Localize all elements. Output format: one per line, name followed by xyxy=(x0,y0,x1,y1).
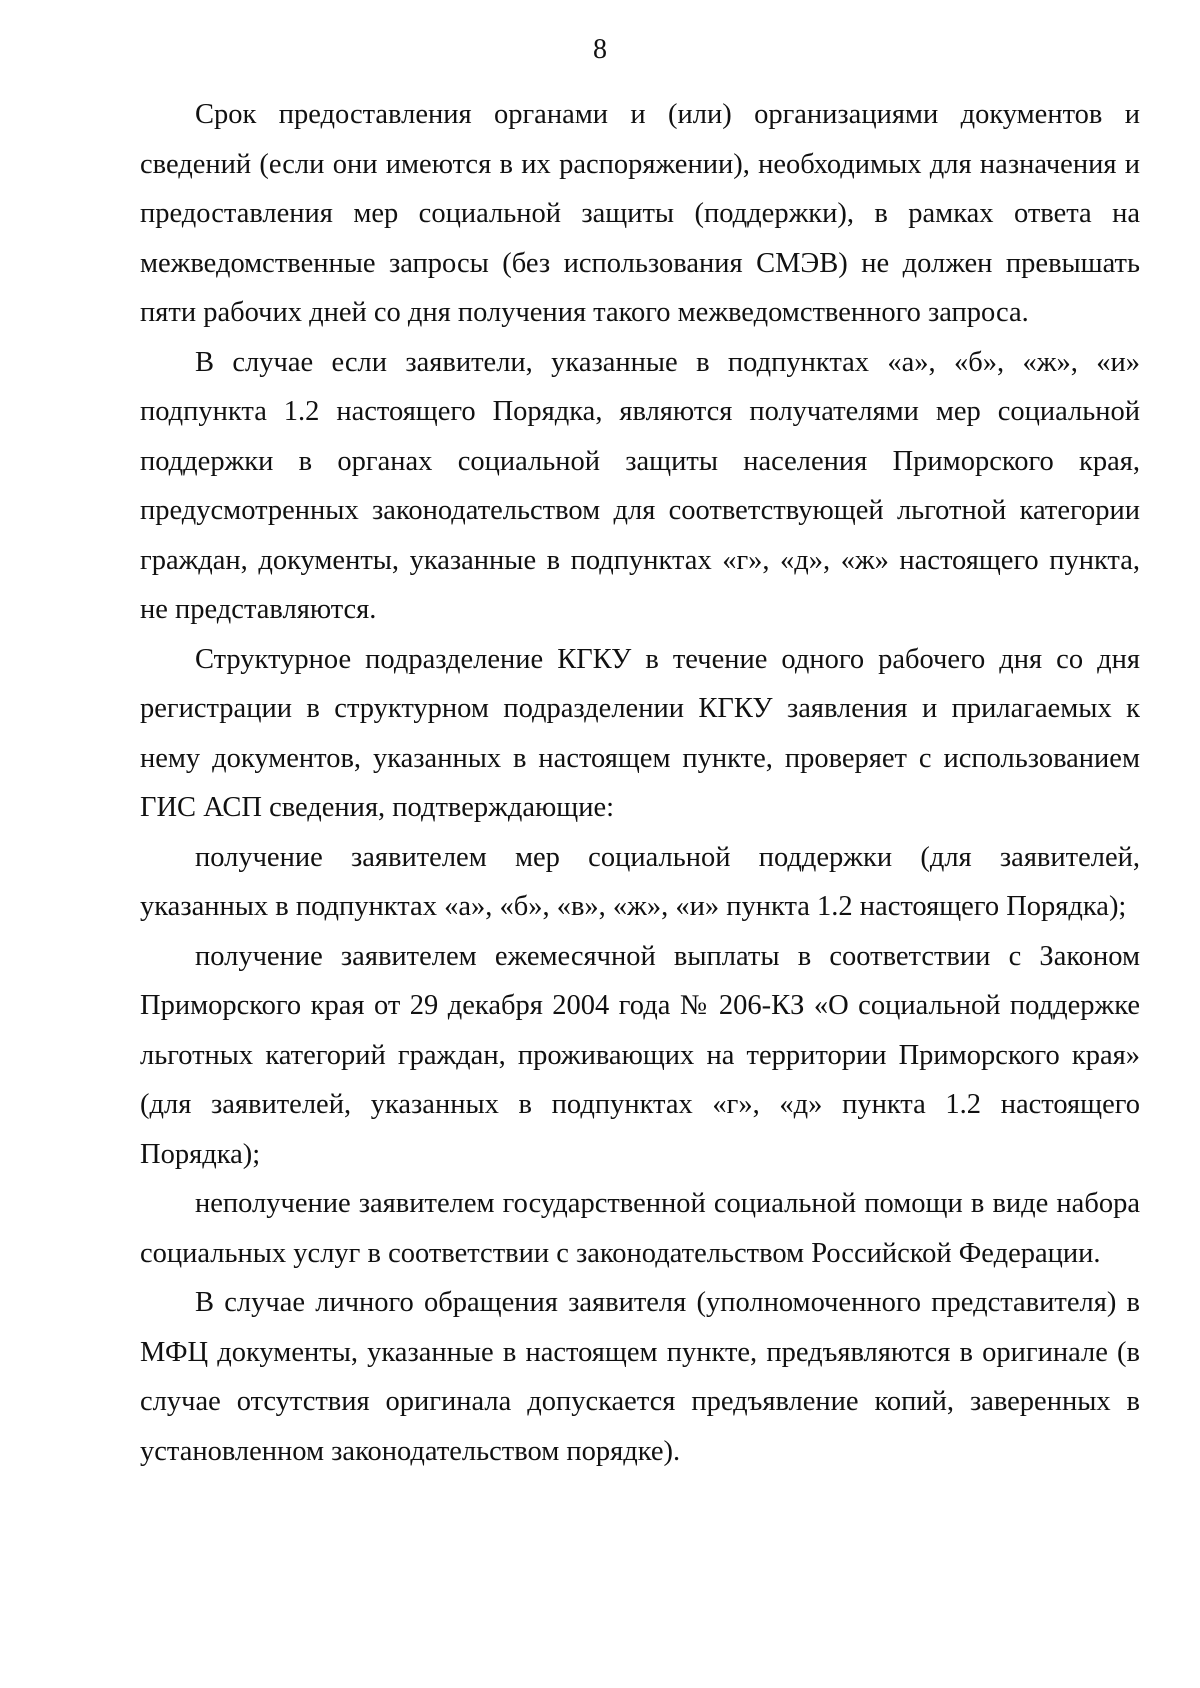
paragraph-item-monthly-payment: получение заявителем ежемесячной выплаты в соответствии с Законом Приморского края от 29 декабря 2004 года № 206-КЗ «О социальной поддержке льготных категорий граждан, проживающих на территории Приморского края» (для заявителей, указанных в подпунктах «г», «д» пункта 1.2 настоящего Порядка); xyxy=(140,940,1140,1170)
paragraph-item-support: получение заявителем мер социальной поддержки (для заявителей, указанных в подпунктах «а», «б», «в», «ж», «и» пункта 1.2 настоящего Порядка); xyxy=(140,841,1140,922)
paragraph-deadline: Срок предоставления органами и (или) организациями документов и сведений (если они имеются в их распоряжении), необходимых для назначения и предоставления мер социальной защиты (поддержки), в рамках ответа на межведомственные запросы (без использования СМЭВ) не должен превышать пяти рабочих дней со дня получения такого межведомственного запроса. xyxy=(140,99,1140,328)
page-number: 8 xyxy=(593,34,607,65)
paragraph-originals: В случае личного обращения заявителя (уполномоченного представителя) в МФЦ документы, указанные в настоящем пункте, предъявляются в оригинале (в случае отсутствия оригинала допускается предъявление копий, заверенных в установленном законодательством порядке). xyxy=(140,1287,1140,1467)
paragraph-item-non-receipt: неполучение заявителем государственной социальной помощи в виде набора социальных услуг в соответствии с законодательством Российской Федерации. xyxy=(140,1188,1140,1269)
document-body xyxy=(140,90,1140,1476)
paragraph-verification: Структурное подразделение КГКУ в течение одного рабочего дня со дня регистрации в структурном подразделении КГКУ заявления и прилагаемых к нему документов, указанных в настоящем пункте, проверяет с использованием ГИС АСП сведения, подтверждающие: xyxy=(140,643,1140,823)
paragraph-exemption: В случае если заявители, указанные в подпунктах «а», «б», «ж», «и» подпункта 1.2 настоящего Порядка, являются получателями мер социальной поддержки в органах социальной защиты населения Приморского края, предусмотренных законодательством для соответствующей льготной категории граждан, документы, указанные в подпунктах «г», «д», «ж» настоящего пункта, не представляются. xyxy=(140,346,1140,625)
